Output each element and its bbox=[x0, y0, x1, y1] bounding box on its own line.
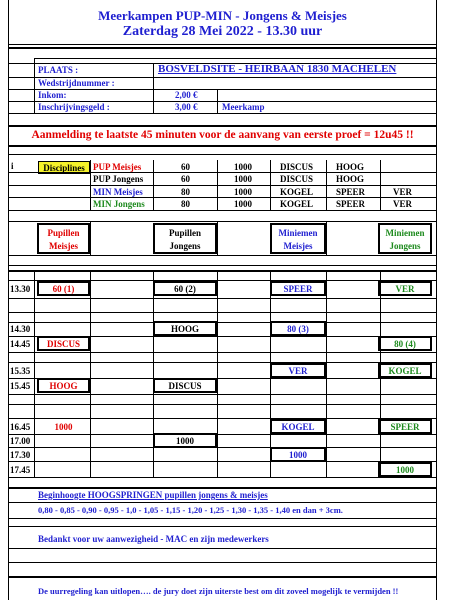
event-mm-1645 bbox=[270, 419, 326, 434]
event-mj-1535 bbox=[378, 363, 432, 378]
event-pm-1545-label: HOOG bbox=[49, 380, 78, 391]
disc-minm-e: VER bbox=[393, 187, 413, 197]
event-mj-1330 bbox=[378, 281, 432, 296]
disc-cat-min-meisjes: MIN Meisjes bbox=[93, 187, 143, 197]
event-pj-1330 bbox=[153, 281, 217, 296]
disc-pupm-a: 60 bbox=[181, 162, 190, 172]
event-mm-1330 bbox=[270, 281, 326, 296]
inkom-value: 2,00 € bbox=[175, 90, 198, 100]
page-subtitle: Zaterdag 28 Mei 2022 - 13.30 uur bbox=[122, 24, 323, 39]
time-1535: 15.35 bbox=[10, 366, 31, 376]
event-pm-1645-label: 1000 bbox=[54, 421, 73, 432]
event-mm-1645-label: KOGEL bbox=[281, 421, 315, 432]
page-title: Meerkampen PUP-MIN - Jongens & Meisjes bbox=[98, 8, 347, 23]
time-1330: 13.30 bbox=[10, 284, 31, 294]
event-mj-1445-label: 80 (4) bbox=[394, 338, 416, 349]
hoogspringen-title: Beginhoogte HOOGSPRINGEN pupillen jongens & meisjes bbox=[38, 490, 268, 500]
header-pupillen-meisjes bbox=[37, 223, 90, 254]
disc-minm-a: 80 bbox=[181, 187, 190, 197]
event-mj-1445 bbox=[378, 336, 432, 351]
header-pupillen-jongens bbox=[153, 223, 217, 254]
event-pj-1545-label: DISCUS bbox=[168, 380, 202, 391]
disclaimer-line: De uurregeling kan uitlopen…. de jury doet zijn uiterste best om dit zoveel mogelijk te vermijden !! bbox=[38, 586, 399, 596]
event-pm-1330 bbox=[37, 281, 90, 296]
time-1700: 17.00 bbox=[10, 436, 31, 446]
disc-minj-d: SPEER bbox=[336, 199, 366, 209]
disc-pupm-d: HOOG bbox=[336, 162, 365, 172]
row-marker: i bbox=[11, 161, 14, 171]
event-pj-1430-label: HOOG bbox=[170, 323, 199, 334]
event-mm-1535-label: VER bbox=[288, 365, 308, 376]
header-pm-line2: Meisjes bbox=[49, 241, 78, 251]
header-mj-line2: Jongens bbox=[389, 241, 421, 251]
disc-pupj-b: 1000 bbox=[234, 174, 252, 184]
disciplines-label: Disciplines bbox=[38, 161, 90, 174]
event-mj-1330-label: VER bbox=[395, 283, 415, 294]
event-mj-1645 bbox=[378, 419, 432, 434]
wedstrijdnummer-label: Wedstrijdnummer : bbox=[38, 78, 115, 88]
disc-minm-d: SPEER bbox=[336, 187, 366, 197]
event-pj-1330-label: 60 (2) bbox=[174, 283, 196, 294]
time-1545: 15.45 bbox=[10, 381, 31, 391]
event-pm-1545 bbox=[37, 378, 90, 393]
header-mm-line1: Miniemen bbox=[278, 228, 318, 238]
event-pm-1330-label: 60 (1) bbox=[52, 283, 75, 294]
event-pm-1645 bbox=[37, 419, 90, 434]
header-pj-line2: Jongens bbox=[169, 241, 201, 251]
event-mj-1745-label: 1000 bbox=[396, 464, 414, 475]
disc-minm-c: KOGEL bbox=[280, 187, 314, 197]
event-pm-1445-label: DISCUS bbox=[46, 338, 80, 349]
header-mj-line1: Miniemen bbox=[385, 228, 425, 238]
disc-minj-a: 80 bbox=[181, 199, 190, 209]
disc-pupm-c: DISCUS bbox=[280, 162, 314, 172]
right-border bbox=[436, 0, 437, 600]
event-mm-1730-label: 1000 bbox=[289, 449, 307, 460]
hoogspringen-values: 0,80 - 0,85 - 0,90 - 0,95 - 1,0 - 1,05 - 1,15 - 1,20 - 1,25 - 1,30 - 1,35 - 1,40 en dan + 3cm. bbox=[38, 505, 343, 515]
plaats-label: PLAATS : bbox=[38, 65, 79, 75]
disc-pupj-d: HOOG bbox=[336, 174, 365, 184]
event-mm-1730 bbox=[270, 447, 326, 462]
event-pj-1545 bbox=[153, 378, 217, 393]
time-1445: 14.45 bbox=[10, 339, 31, 349]
plaats-value: BOSVELDSITE - HEIRBAAN 1830 MACHELEN bbox=[158, 63, 397, 75]
inschrijvingsgeld-extra: Meerkamp bbox=[222, 102, 265, 112]
header-mm-line2: Meisjes bbox=[283, 241, 313, 251]
event-pj-1700-label: 1000 bbox=[176, 435, 194, 446]
event-mm-1430 bbox=[270, 321, 326, 336]
disc-cat-pup-meisjes: PUP Meisjes bbox=[93, 162, 142, 172]
time-1745: 17.45 bbox=[10, 465, 31, 475]
header-pm-line1: Pupillen bbox=[47, 228, 80, 238]
event-pj-1700 bbox=[153, 433, 217, 448]
header-miniemen-jongens bbox=[378, 223, 432, 254]
event-mj-1745 bbox=[378, 462, 432, 477]
inschrijvingsgeld-label: Inschrijvingsgeld : bbox=[38, 102, 110, 112]
event-mj-1645-label: SPEER bbox=[390, 421, 420, 432]
time-1730: 17.30 bbox=[10, 450, 31, 460]
inschrijvingsgeld-value: 3,00 € bbox=[175, 102, 198, 112]
time-1645: 16.45 bbox=[10, 422, 31, 432]
left-border bbox=[8, 0, 9, 600]
disc-pupj-c: DISCUS bbox=[280, 174, 314, 184]
registration-notice: Aanmelding te laatste 45 minuten voor de aanvang van eerste proef = 12u45 !! bbox=[31, 129, 414, 141]
disc-minj-b: 1000 bbox=[234, 199, 252, 209]
event-pm-1445 bbox=[37, 336, 90, 351]
disc-pupj-a: 60 bbox=[181, 174, 190, 184]
disc-cat-min-jongens: MIN Jongens bbox=[93, 199, 145, 209]
inkom-label: Inkom: bbox=[38, 90, 67, 100]
event-mm-1430-label: 80 (3) bbox=[287, 323, 309, 334]
disc-minj-c: KOGEL bbox=[280, 199, 314, 209]
disc-pupm-b: 1000 bbox=[234, 162, 252, 172]
header-pj-line1: Pupillen bbox=[168, 228, 201, 238]
event-mm-1330-label: SPEER bbox=[283, 283, 313, 294]
disc-minj-e: VER bbox=[393, 199, 413, 209]
event-mj-1535-label: KOGEL bbox=[388, 365, 422, 376]
event-mm-1535 bbox=[270, 363, 326, 378]
thanks-line: Bedankt voor uw aanwezigheid - MAC en zijn medewerkers bbox=[38, 534, 269, 544]
time-1430: 14.30 bbox=[10, 324, 31, 334]
event-pj-1430 bbox=[153, 321, 217, 336]
disc-minm-b: 1000 bbox=[234, 187, 252, 197]
header-miniemen-meisjes bbox=[270, 223, 326, 254]
disc-cat-pup-jongens: PUP Jongens bbox=[93, 174, 144, 184]
